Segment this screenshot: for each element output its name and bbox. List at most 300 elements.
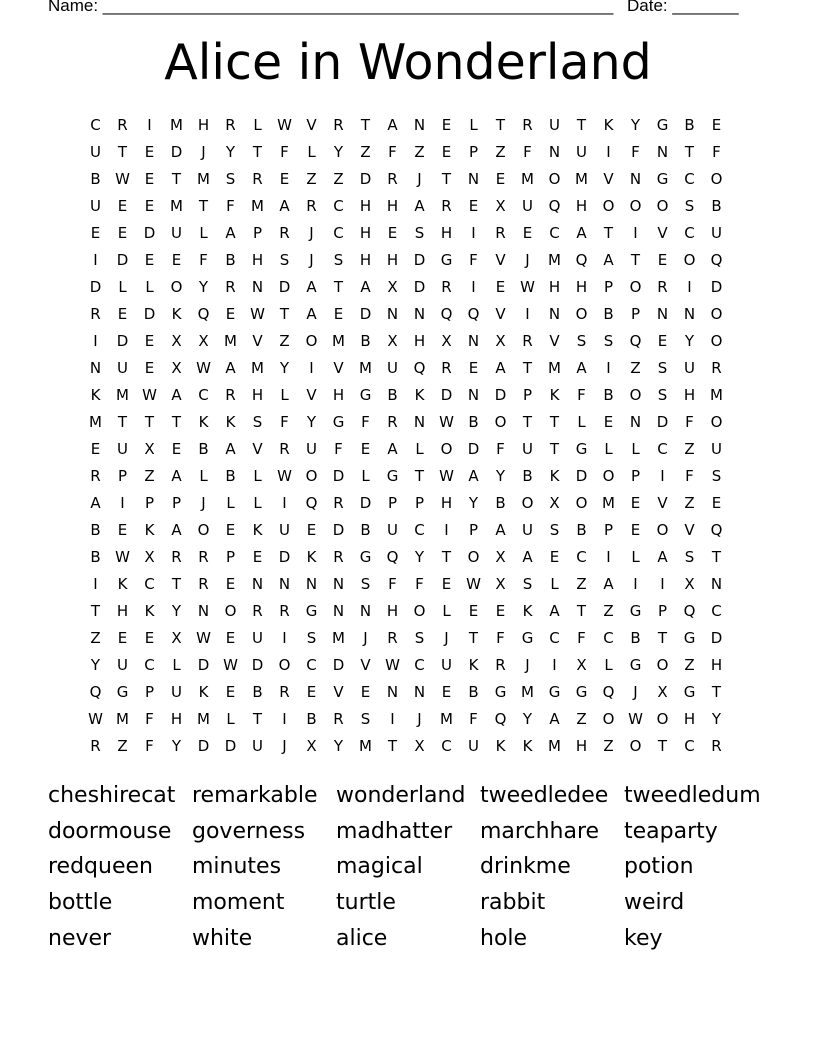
grid-letter: D (332, 521, 345, 539)
grid-letter: U (522, 440, 533, 458)
grid-letter: N (467, 386, 480, 404)
grid-letter: R (441, 197, 452, 215)
grid-letter: E (657, 332, 668, 350)
grid-letter: M (575, 170, 588, 188)
grid-letter: H (359, 224, 372, 242)
grid-letter: H (386, 602, 399, 620)
grid-letter: Q (305, 494, 318, 512)
grid-letter: S (684, 197, 695, 215)
grid-letter: A (306, 278, 317, 296)
grid-letter: U (576, 143, 587, 161)
grid-letter: M (359, 359, 372, 377)
grid-letter: S (522, 575, 533, 593)
grid-letter: A (306, 305, 317, 323)
grid-letter: E (144, 197, 155, 215)
grid-letter: R (657, 278, 668, 296)
grid-letter: B (522, 467, 533, 485)
grid-letter: M (116, 710, 129, 728)
grid-letter: X (306, 737, 317, 755)
grid-letter: D (116, 251, 129, 269)
word-list-item: potion (624, 854, 694, 880)
grid-letter: D (467, 440, 480, 458)
grid-letter: I (282, 494, 287, 512)
grid-letter: M (116, 386, 129, 404)
grid-letter: T (549, 440, 560, 458)
grid-letter: O (521, 494, 534, 512)
grid-letter: U (468, 737, 479, 755)
grid-letter: E (117, 305, 128, 323)
grid-letter: I (552, 656, 557, 674)
grid-letter: J (282, 737, 287, 755)
grid-letter: O (710, 413, 723, 431)
grid-letter: I (633, 224, 638, 242)
grid-letter: Y (495, 467, 506, 485)
grid-letter: P (171, 494, 182, 512)
grid-letter: O (575, 494, 588, 512)
grid-letter: A (171, 521, 182, 539)
word-list-item: magical (336, 854, 423, 880)
grid-letter: L (361, 467, 370, 485)
grid-letter: S (279, 251, 290, 269)
grid-letter: G (386, 467, 399, 485)
grid-letter: E (171, 251, 182, 269)
grid-letter: L (199, 224, 208, 242)
grid-letter: H (359, 251, 372, 269)
grid-letter: V (252, 440, 263, 458)
grid-letter: E (495, 602, 506, 620)
grid-letter: L (280, 386, 289, 404)
grid-letter: H (440, 494, 453, 512)
grid-letter: G (116, 683, 129, 701)
grid-letter: P (603, 521, 614, 539)
grid-letter: D (656, 413, 669, 431)
grid-letter: R (711, 737, 722, 755)
grid-letter: I (660, 575, 665, 593)
grid-letter: M (197, 710, 210, 728)
grid-letter: T (360, 116, 371, 134)
grid-letter: I (471, 224, 476, 242)
grid-letter: O (224, 602, 237, 620)
grid-letter: T (657, 629, 668, 647)
grid-letter: U (117, 656, 128, 674)
grid-letter: L (442, 602, 451, 620)
grid-letter: Z (306, 170, 317, 188)
grid-letter: P (603, 278, 614, 296)
grid-letter: R (333, 116, 344, 134)
grid-letter: H (332, 386, 345, 404)
grid-letter: F (145, 710, 154, 728)
grid-letter: Q (629, 332, 642, 350)
grid-letter: R (387, 413, 398, 431)
grid-letter: I (687, 278, 692, 296)
grid-letter: U (684, 359, 695, 377)
grid-letter: W (223, 656, 238, 674)
grid-letter: I (471, 278, 476, 296)
grid-letter: H (575, 278, 588, 296)
grid-letter: C (684, 170, 695, 188)
word-list-item: wonderland (336, 783, 466, 808)
grid-letter: I (282, 710, 287, 728)
grid-letter: T (279, 305, 290, 323)
grid-letter: O (656, 521, 669, 539)
grid-letter: P (252, 224, 263, 242)
grid-letter: L (226, 710, 235, 728)
grid-letter: E (711, 116, 722, 134)
grid-letter: X (144, 548, 155, 566)
grid-letter: B (711, 197, 722, 215)
grid-letter: Z (90, 629, 101, 647)
grid-letter: U (117, 440, 128, 458)
grid-letter: D (197, 656, 210, 674)
grid-letter: W (628, 710, 643, 728)
grid-letter: B (225, 467, 236, 485)
grid-letter: H (197, 116, 210, 134)
grid-letter: G (683, 629, 696, 647)
grid-letter: L (577, 413, 586, 431)
grid-letter: J (309, 251, 314, 269)
grid-letter: N (413, 305, 426, 323)
grid-letter: F (199, 251, 208, 269)
grid-letter: U (387, 521, 398, 539)
grid-letter: C (333, 224, 344, 242)
grid-letter: G (521, 629, 534, 647)
grid-letter: G (305, 602, 318, 620)
grid-letter: G (332, 413, 345, 431)
grid-letter: N (359, 602, 372, 620)
grid-letter: F (334, 440, 343, 458)
grid-letter: X (495, 548, 506, 566)
word-list-item: tweedledee (480, 783, 609, 808)
grid-letter: X (414, 737, 425, 755)
grid-letter: R (441, 359, 452, 377)
grid-letter: S (603, 332, 614, 350)
grid-letter: G (548, 683, 561, 701)
grid-letter: E (441, 116, 452, 134)
grid-letter: O (602, 197, 615, 215)
grid-letter: L (118, 278, 127, 296)
grid-letter: T (711, 548, 722, 566)
grid-letter: D (413, 278, 426, 296)
grid-letter: N (305, 575, 318, 593)
grid-letter: J (444, 629, 449, 647)
grid-letter: E (333, 305, 344, 323)
grid-letter: Q (467, 305, 480, 323)
grid-letter: N (413, 413, 426, 431)
grid-letter: R (90, 305, 101, 323)
grid-letter: B (90, 521, 101, 539)
grid-letter: N (656, 143, 669, 161)
grid-letter: E (630, 521, 641, 539)
grid-letter: O (602, 710, 615, 728)
grid-letter: G (629, 602, 642, 620)
grid-letter: U (711, 440, 722, 458)
grid-letter: F (388, 575, 397, 593)
name-field-label: Name: ______________________________________________________ (48, 0, 614, 15)
grid-letter: W (277, 467, 292, 485)
grid-letter: M (332, 332, 345, 350)
grid-letter: H (359, 197, 372, 215)
grid-letter: U (90, 143, 101, 161)
grid-letter: R (252, 170, 263, 188)
grid-letter: I (93, 575, 98, 593)
grid-letter: U (171, 683, 182, 701)
grid-letter: W (196, 359, 211, 377)
grid-letter: K (171, 305, 182, 323)
grid-letter: S (576, 332, 587, 350)
grid-letter: M (548, 359, 561, 377)
grid-letter: E (360, 683, 371, 701)
grid-letter: H (710, 656, 723, 674)
grid-letter: R (198, 575, 209, 593)
grid-letter: L (604, 440, 613, 458)
grid-letter: P (657, 602, 668, 620)
grid-letter: Y (468, 494, 479, 512)
grid-letter: I (147, 116, 152, 134)
grid-letter: N (89, 359, 102, 377)
grid-letter: L (253, 494, 262, 512)
grid-letter: Z (603, 737, 614, 755)
grid-letter: M (440, 710, 453, 728)
grid-letter: F (280, 413, 289, 431)
grid-letter: M (332, 629, 345, 647)
grid-letter: N (467, 170, 480, 188)
grid-letter: I (282, 629, 287, 647)
grid-letter: C (441, 737, 452, 755)
grid-letter: A (549, 710, 560, 728)
grid-letter: D (89, 278, 102, 296)
grid-letter: E (441, 143, 452, 161)
grid-letter: B (603, 305, 614, 323)
grid-letter: V (360, 656, 371, 674)
grid-letter: Z (279, 332, 290, 350)
grid-letter: T (711, 683, 722, 701)
grid-letter: T (252, 143, 263, 161)
grid-letter: V (252, 332, 263, 350)
word-list-item: governess (192, 818, 306, 844)
word-list-item: weird (624, 890, 685, 916)
grid-letter: R (252, 602, 263, 620)
grid-letter: D (413, 251, 426, 269)
grid-letter: G (683, 683, 696, 701)
grid-letter: C (684, 224, 695, 242)
grid-letter: E (468, 359, 479, 377)
grid-letter: R (306, 197, 317, 215)
grid-letter: R (117, 116, 128, 134)
grid-letter: Y (333, 143, 344, 161)
grid-letter: K (144, 521, 155, 539)
grid-letter: L (604, 656, 613, 674)
grid-letter: R (333, 548, 344, 566)
grid-letter: E (495, 170, 506, 188)
grid-letter: Z (684, 440, 695, 458)
grid-letter: L (307, 143, 316, 161)
grid-letter: M (710, 386, 723, 404)
grid-letter: K (252, 521, 263, 539)
grid-letter: M (548, 737, 561, 755)
grid-letter: T (387, 737, 398, 755)
grid-letter: E (441, 575, 452, 593)
grid-letter: G (656, 116, 669, 134)
grid-letter: K (495, 737, 506, 755)
grid-letter: B (387, 386, 398, 404)
grid-letter: W (277, 116, 292, 134)
grid-letter: M (170, 197, 183, 215)
grid-letter: Q (89, 683, 102, 701)
grid-letter: D (251, 656, 264, 674)
grid-letter: S (252, 413, 263, 431)
grid-letter: O (629, 278, 642, 296)
grid-letter: T (117, 143, 128, 161)
grid-letter: Z (117, 737, 128, 755)
grid-letter: J (525, 251, 530, 269)
grid-letter: F (361, 413, 370, 431)
grid-letter: I (606, 359, 611, 377)
grid-letter: R (333, 710, 344, 728)
grid-letter: C (144, 656, 155, 674)
grid-letter: Z (333, 170, 344, 188)
grid-letter: S (549, 521, 560, 539)
grid-letter: L (253, 116, 262, 134)
grid-letter: F (469, 251, 478, 269)
grid-letter: I (444, 521, 449, 539)
grid-letter: A (576, 359, 587, 377)
grid-letter: Z (630, 359, 641, 377)
grid-letter: Z (684, 656, 695, 674)
grid-letter: I (525, 305, 530, 323)
grid-letter: A (414, 197, 425, 215)
grid-letter: X (495, 332, 506, 350)
grid-letter: T (522, 413, 533, 431)
grid-letter: U (90, 197, 101, 215)
grid-letter: A (279, 197, 290, 215)
name-date-line (48, 0, 748, 20)
grid-letter: U (306, 440, 317, 458)
grid-letter: O (710, 332, 723, 350)
grid-letter: Q (575, 251, 588, 269)
grid-letter: R (711, 359, 722, 377)
grid-letter: Z (576, 710, 587, 728)
grid-letter: E (225, 629, 236, 647)
grid-letter: A (495, 521, 506, 539)
grid-letter: F (712, 143, 721, 161)
grid-letter: N (413, 116, 426, 134)
grid-letter: L (199, 467, 208, 485)
grid-letter: L (415, 440, 424, 458)
grid-letter: X (387, 332, 398, 350)
grid-letter: Y (306, 413, 317, 431)
grid-letter: I (660, 467, 665, 485)
grid-letter: R (90, 467, 101, 485)
grid-letter: Y (522, 710, 533, 728)
grid-letter: X (684, 575, 695, 593)
grid-letter: R (90, 737, 101, 755)
grid-letter: M (602, 494, 615, 512)
grid-letter: Y (171, 737, 182, 755)
grid-letter: W (250, 305, 265, 323)
grid-letter: B (306, 710, 317, 728)
grid-letter: O (656, 656, 669, 674)
grid-letter: W (88, 710, 103, 728)
grid-letter: R (279, 224, 290, 242)
grid-letter: F (226, 197, 235, 215)
grid-letter: A (360, 278, 371, 296)
word-list-item: bottle (48, 890, 113, 916)
grid-letter: C (306, 656, 317, 674)
grid-letter: Y (198, 278, 209, 296)
grid-letter: A (603, 575, 614, 593)
grid-letter: P (117, 467, 128, 485)
grid-letter: Y (630, 116, 641, 134)
grid-letter: S (684, 548, 695, 566)
word-list-item: remarkable (192, 783, 318, 808)
grid-letter: E (90, 440, 101, 458)
grid-letter: B (468, 413, 479, 431)
grid-letter: U (522, 197, 533, 215)
grid-letter: B (90, 170, 101, 188)
grid-letter: D (170, 143, 183, 161)
grid-letter: F (145, 737, 154, 755)
grid-letter: I (309, 359, 314, 377)
grid-letter: B (603, 386, 614, 404)
grid-letter: N (683, 305, 696, 323)
grid-letter: J (525, 656, 530, 674)
grid-letter: Q (683, 602, 696, 620)
grid-letter: M (521, 683, 534, 701)
grid-letter: F (685, 413, 694, 431)
grid-letter: M (521, 170, 534, 188)
grid-letter: H (386, 251, 399, 269)
grid-letter: P (468, 143, 479, 161)
grid-letter: T (522, 359, 533, 377)
grid-letter: B (225, 251, 236, 269)
grid-letter: P (144, 683, 155, 701)
grid-letter: V (333, 683, 344, 701)
grid-letter: W (466, 575, 481, 593)
grid-letter: S (657, 386, 668, 404)
grid-letter: L (226, 494, 235, 512)
grid-letter: O (656, 710, 669, 728)
grid-letter: Q (710, 521, 723, 539)
grid-letter: R (198, 548, 209, 566)
grid-letter: L (172, 656, 181, 674)
grid-letter: G (359, 386, 372, 404)
grid-letter: Y (171, 602, 182, 620)
grid-letter: B (360, 521, 371, 539)
grid-letter: Y (414, 548, 425, 566)
grid-letter: O (548, 170, 561, 188)
grid-letter: A (468, 467, 479, 485)
grid-letter: K (414, 386, 425, 404)
word-list-item: turtle (336, 890, 396, 916)
letter-grid (82, 112, 730, 760)
grid-letter: E (117, 629, 128, 647)
grid-letter: S (414, 629, 425, 647)
grid-letter: V (657, 494, 668, 512)
grid-letter: J (201, 494, 206, 512)
grid-letter: K (603, 116, 614, 134)
grid-letter: T (414, 467, 425, 485)
grid-letter: H (548, 278, 561, 296)
word-list-item: madhatter (336, 818, 453, 844)
grid-letter: S (360, 575, 371, 593)
word-list-item: white (192, 925, 253, 951)
grid-letter: K (90, 386, 101, 404)
grid-letter: D (197, 737, 210, 755)
word-list-item: never (48, 925, 112, 951)
grid-letter: T (576, 116, 587, 134)
grid-letter: E (117, 224, 128, 242)
grid-letter: D (116, 332, 129, 350)
